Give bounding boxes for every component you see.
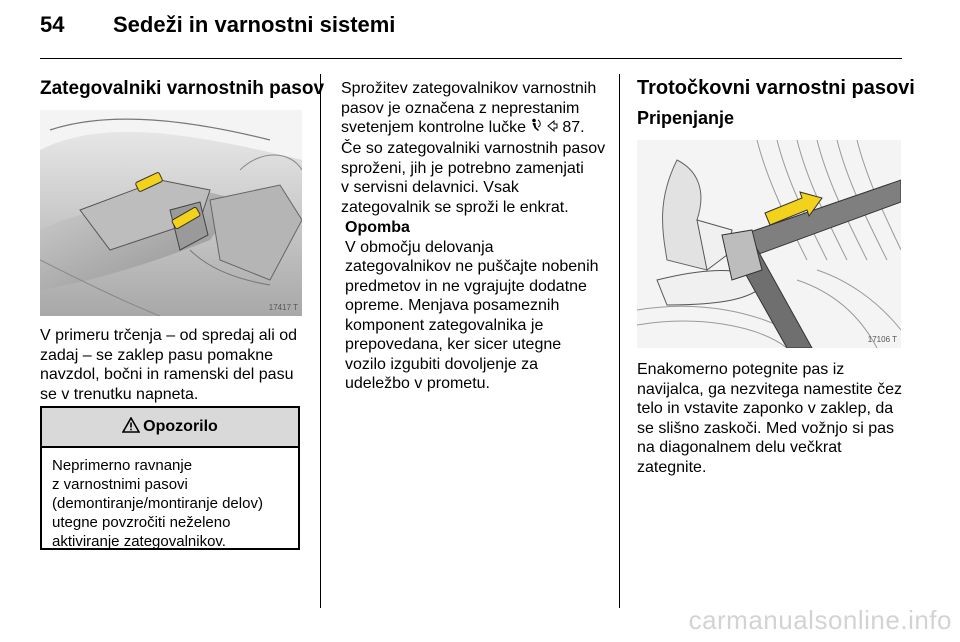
warning-box [40,406,300,550]
page-reference-icon [547,120,558,135]
text-line: zategnite. [637,458,707,476]
text-line [341,118,611,138]
airbag-warning-icon [530,120,542,135]
illustration-code: 17417 T [268,303,298,312]
text-line: Če so zategovalniki varnostnih pasov [341,140,606,157]
text-line: V primeru trčenja – od spredaj ali od [40,327,298,344]
text-fragment: svetenjem kontrolne lučke [341,119,531,136]
note-line: V območju delovanja [345,238,494,256]
pretensioner-paragraph [40,326,310,404]
fastening-paragraph [637,360,909,477]
text-line: zadaj – se zaklep pasu pomakne [40,346,274,364]
text-line: telo in vstavite zaponko v zaklep, da [637,400,894,417]
note-line: udeležbo v prometu. [345,375,490,392]
text-line: se v trenutku napneta. [40,385,199,403]
text-line: pasov je označena z neprestanim [341,99,580,117]
note-title: Opomba [345,219,410,236]
note-line: predmetov in ne vgrajujte dodatne [345,277,587,295]
text-line: Sprožitev zategovalnikov varnostnih [341,80,597,97]
illustration-code: 17106 T [867,335,897,344]
warning-line: (demontiranje/montiranje delov) [52,495,263,512]
warning-line: z varnostnimi pasovi [52,476,188,493]
section-heading-three-point-belts: Trotočkovni varnostni pasovi [637,77,915,99]
activation-paragraph [341,79,611,138]
seatbelt-buckle-drawing [40,110,302,316]
text-line: zategovalnik se sproži le enkrat. [341,198,569,216]
text-line: navijalca, ga nezvitega namestite čez [637,380,903,398]
page-reference[interactable]: 87. [562,119,585,136]
text-line: se slišno zaskoči. Med vožnjo si pas [637,419,894,437]
seatbelt-fastening-drawing [637,140,901,348]
header-rule [40,58,902,59]
warning-header [42,408,298,448]
warning-line: utegne povzročiti neželeno [52,514,231,531]
column-divider-left [320,74,321,608]
note-line: vozilo izgubiti dovoljenje za [345,355,538,373]
note-line: zategovalnikov ne puščajte nobenih [345,258,599,275]
seatbelt-buckle-illustration [40,110,302,316]
section-heading-pretensioners: Zategovalniki varnostnih pasov [40,78,325,99]
page-header-title: Sedeži in varnostni sistemi [113,12,396,37]
text-line: navzdol, bočni in ramenski del pasu [40,366,294,383]
text-line: v servisni delavnici. Vsak [341,179,519,196]
subheading-fastening: Pripenjanje [637,108,735,128]
warning-triangle-icon [122,417,140,438]
note-block [345,218,615,394]
text-line: na diagonalnem delu večkrat [637,439,842,456]
note-line: prepovedana, ker sicer utegne [345,336,562,353]
text-line: Enakomerno potegnite pas iz [637,361,845,378]
note-line: opreme. Menjava posameznih [345,297,560,314]
note-line: komponent zategovalnika je [345,316,544,334]
replacement-paragraph [341,139,613,217]
warning-body [42,448,298,559]
warning-title: Opozorilo [143,418,218,435]
seatbelt-fastening-illustration [637,140,901,348]
column-divider-right [619,74,620,608]
page-number: 54 [40,12,65,37]
warning-line: aktiviranje zategovalnikov. [52,533,226,550]
warning-line: Neprimerno ravnanje [52,457,193,474]
text-line: sproženi, jih je potrebno zamenjati [341,159,584,177]
watermark: carmanualsonline.info [688,605,952,635]
